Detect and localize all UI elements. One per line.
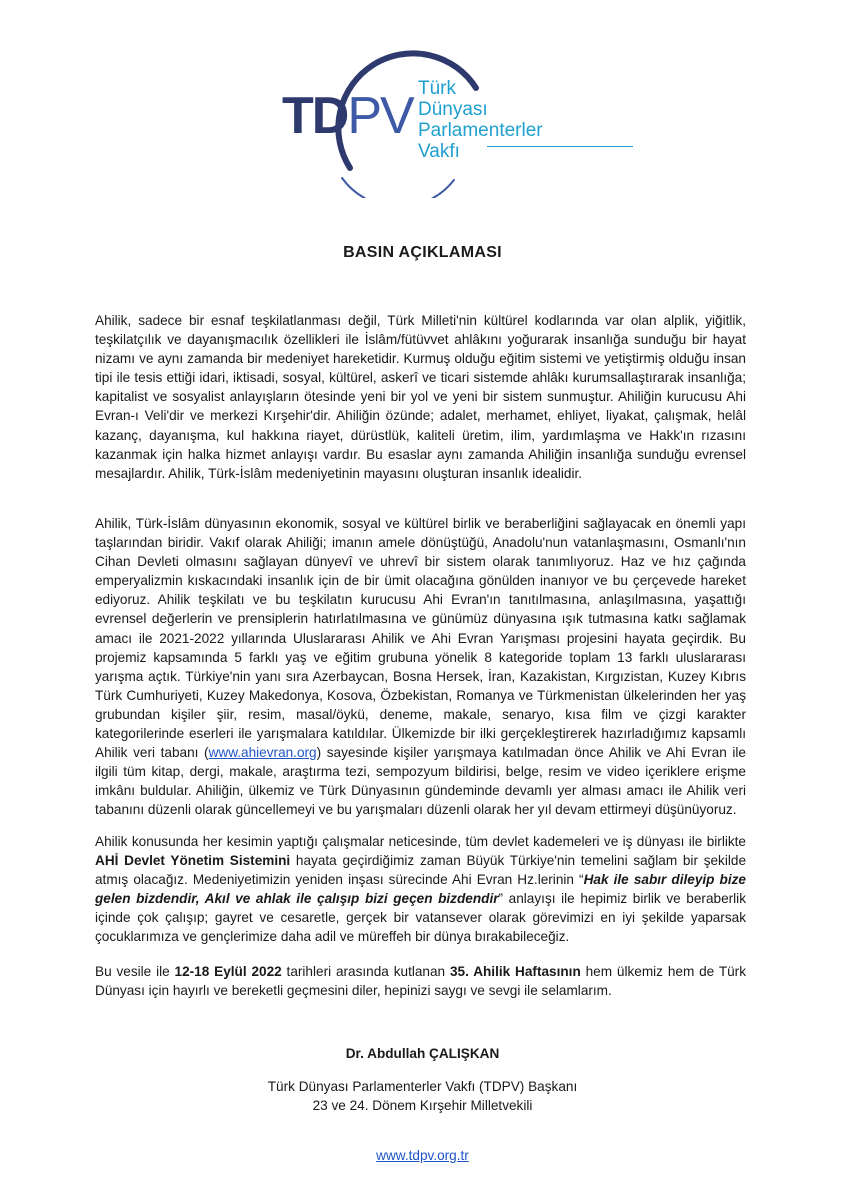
logo-acronym-main: TD: [282, 87, 348, 145]
logo-org-line: Türk: [418, 78, 456, 99]
paragraph-text: [95, 514, 746, 820]
page-title: BASIN AÇIKLAMASI: [343, 244, 502, 261]
paragraph-text-part: hayata geçirdiğimiz zaman Büyük Türkiye'nin temelini sağlam bir şekilde atmış olacağız. Medeniyetimizin yeniden inşası sürecinde Ahi Evran Hz.lerinin “: [95, 853, 747, 888]
date-range: 12-18 Eylül 2022: [174, 964, 282, 979]
paragraph-text-part: ) sayesinde kişiler yarışmaya katılmadan önce Ahilik ve Ahi Evran ile ilgili tüm kitap, dergi, makale, araştırma tezi, sempozyum bildirisi, belge, resim ve video içeriklere erişme imkânı buldular. Ahiliğin, ülkemiz ve Türk Dünyasının gündeminde devamlı yer alması amacı ile Ahilik veri tabanını düzenli olarak güncellemeyi ve bu yarışmaları düzenli olarak her yıl devam ettirmeyi düşünüyoruz.: [95, 745, 746, 818]
website-link[interactable]: www.tdpv.org.tr: [376, 1148, 469, 1163]
paragraph-text-part: hem ülkemiz hem de Türk Dünyası için hayırlı ve bereketli geçmesini diler, hepinizi saygı ve sevgi ile selamlarım.: [95, 964, 747, 999]
paragraph-text-part: Bu vesile ile: [95, 964, 175, 979]
paragraph-text-part: Ahilik konusunda her kesimin yaptığı çalışmalar neticesinde, tüm devlet kademeleri ve iş dünyası ile birlikte: [95, 834, 746, 849]
logo-underline: [487, 146, 633, 147]
paragraph-text-part: Ahilik, Türk-İslâm dünyasının ekonomik, sosyal ve kültürel birlik ve beraberliğini sağlayacak en önemli yapı taşlarından biridir. Vakıf olarak Ahiliği; imanın amele dönüştüğü, Anadolu'nun vatanlaşmasını, Osmanlı'nın Cihan Devleti olmasını sağlayan dünyevî ve uhrevî bir sistem olarak tanımlıyoruz. Haz ve hız çağında emperyalizmin kıskacındaki insanlık için de bir ümit olacağına gönülden inanıyor ve bu çerçevede hareket ediyoruz. Ahilik teşkilatı ve bu teşkilatın kurucusu Ahi Evran'ın tanıtılmasına, anlaşılmasına, yaşattığı evrensel değerlerin ve prensiplerin hatırlatılmasına ve günümüz dünyasına ışık tutmasına katkı sağlamak amacı ile 2021-2022 yıllarında Uluslararası Ahilik ve Ahi Evran Yarışması projesini hayata geçirdik. Bu projemiz kapsamında 5 farklı yaş ve eğitim grubuna yönelik 8 kategoride toplam 13 farklı uluslararası yarışma açtık. Türkiye'nin yanı sıra Azerbaycan, Bosna Hersek, İran, Kazakistan, Kırgızistan, Kuzey Kıbrıs Türk Cumhuriyeti, Kuzey Makedonya, Kosova, Özbekistan, Romanya ve Türkmenistan ülkelerinden her yaş grubundan kişiler şiir, resim, masal/öykü, deneme, makale, senaryo, kısa film ve çizgi karakter kategorilerinde eserleri ile yarışmalara katıldılar. Ülkemizde bir ilki gerçekleştirerek hazırladığımız kapsamlı Ahilik veri tabanı (: [95, 516, 746, 761]
paragraph-text: [95, 832, 746, 947]
signature-title: Türk Dünyası Parlamenterler Vakfı (TDPV) Başkanı: [267, 1079, 578, 1094]
signature-dept: 23 ve 24. Dönem Kırşehir Milletvekili: [312, 1098, 533, 1113]
paragraph-4: [95, 962, 746, 1000]
logo-acronym-sub: PV: [347, 87, 413, 145]
paragraph-3: [95, 832, 746, 947]
tdpv-logo: [280, 48, 580, 198]
ahievran-link[interactable]: www.ahievran.org: [208, 745, 317, 761]
paragraph-2: [95, 514, 746, 820]
bold-phrase: AHİ Devlet Yönetim Sistemini: [95, 853, 291, 869]
logo-acronym: [282, 87, 413, 145]
signature-name: Dr. Abdullah ÇALIŞKAN: [345, 1046, 500, 1061]
paragraph-text: [95, 962, 746, 1000]
paragraph-text-part: ” anlayışı ile hepimiz birlik ve beraberlik içinde çok çalışıp; gayret ve cesaretle, gerçek bir vatansever olarak görevimizi en iyi şekilde yaparsak çocuklarımıza ve gençlerimize daha adil ve müreffeh bir dünya bırakabileceğiz.: [95, 891, 746, 945]
logo-org-line: Dünyası: [418, 99, 488, 120]
paragraph-text-part: tarihleri arasında kutlanan: [281, 964, 450, 979]
paragraph-text: Ahilik, sadece bir esnaf teşkilatlanması değil, Türk Milleti'nin kültürel kodlarında var olan alplik, yiğitlik, teşkilatçılık ve dayanışmacılık özellikleri ile İslâm/fütüvvet ahlâkını yoğurarak insanlığa sunduğu bir hayat nizamı ve aynı zamanda bir medeniyet hareketidir. Kurmuş olduğu eğitim sistemi ve yetiştirmiş olduğu insan tipi ile tesis ettiği idari, iktisadi, sosyal, kültürel, askerî ve ticari sistemde ahlâkı kurumsallaştırarak insanlığa; kapitalist ve sosyalist anlayışların ötesinde yeni bir yol ve yeni bir sistem sunmuştur. Ahiliğin kurucusu Ahi Evran-ı Veli'dir ve merkezi Kırşehir'dir. Ahiliğin özünde; adalet, merhamet, ehliyet, liyakat, çalışmak, helâl kazanç, dayanışma, kul hakkına riayet, dürüstlük, kaliteli üretim, ilim, yardımlaşma ve Hakk'ın rızasını kazanmak için halka hizmet anlayışı vardır. Bu esaslar aynı zamanda Ahiliğin insanlığa sunduğu evrensel mesajlardır. Ahilik, Türk-İslâm medeniyetinin mayasını oluşturan insanlık idealidir.: [95, 313, 746, 481]
logo-org-name: [418, 78, 543, 162]
logo-org-line: Parlamenterler: [418, 120, 543, 141]
footer: [0, 1148, 845, 1163]
paragraph-1: [95, 311, 746, 483]
logo-org-line: Vakfı: [418, 141, 460, 162]
quote-phrase: Hak ile sabır dileyip bize gelen bizdendir, Akıl ve ahlak ile çalışıp bizi geçen bizdendir: [95, 872, 746, 907]
event-name: 35. Ahilik Haftasının: [449, 964, 581, 979]
